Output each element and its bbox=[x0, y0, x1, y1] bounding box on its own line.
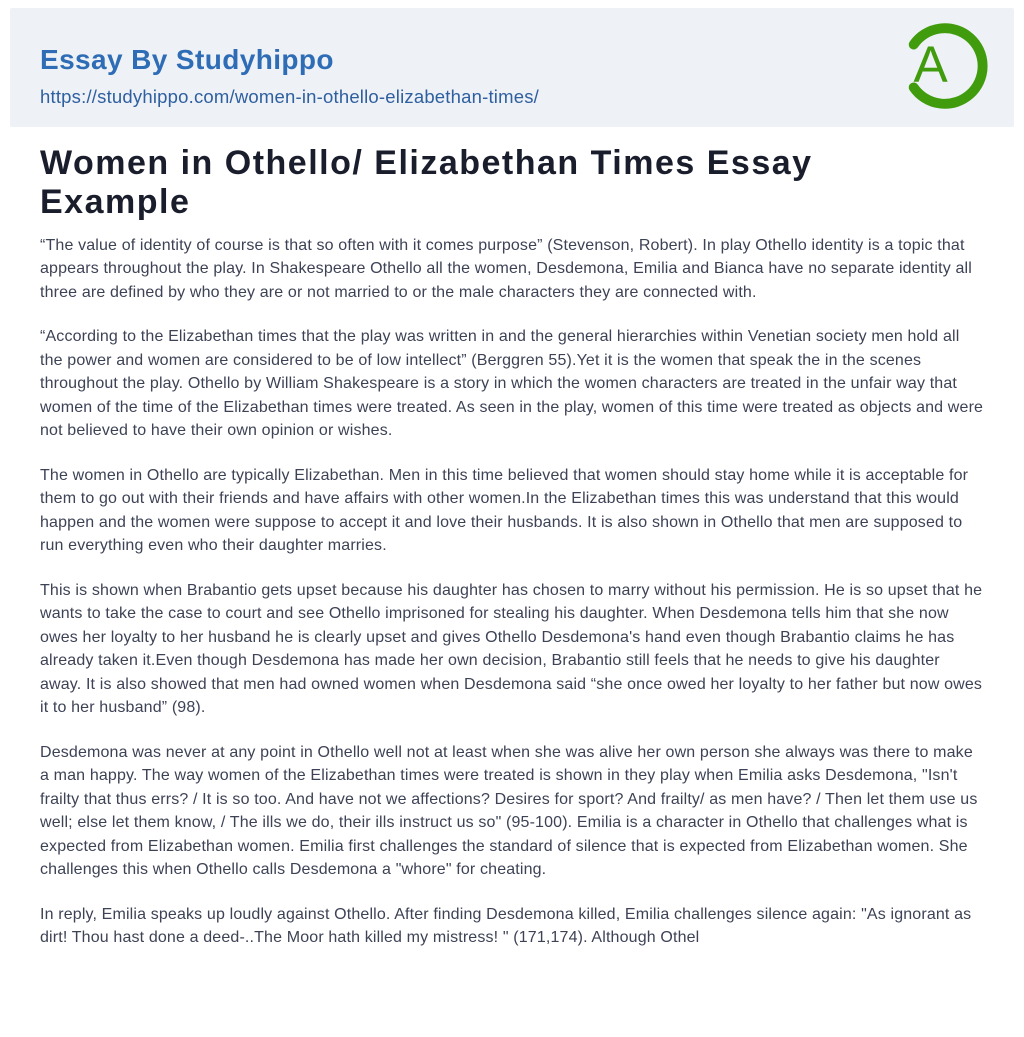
essay-paragraph-5: Desdemona was never at any point in Othello well not at least when she was alive her own person she always was there to make a man happy. The way women of the Elizabethan times were treated is shown in they play when Emilia asks Desdemona, "Isn't frailty that thus errs? / It is so too. And have not we affections? Desires for sport? And frailty/ as men have? / Then let them use us well; else let them know, / The ills we do, their ills instruct us so" (95-100). Emilia is a character in Othello that challenges what is expected from Elizabethan women. Emilia first challenges the standard of silence that is expected from Elizabethan women. She challenges this when Othello calls Desdemona a "whore" for cheating. bbox=[40, 743, 978, 878]
essay-paragraph-4: This is shown when Brabantio gets upset because his daughter has chosen to marry without his permission. He is so upset that he wants to take the case to court and see Othello imprisoned for stealing his daughter. When Desdemona tells him that she now owes her loyalty to her husband he is clearly upset and gives Othello Desdemona's hand even though Brabantio claims he has already taken it.Even though Desdemona has made her own decision, Brabantio still feels that he needs to give his daughter away. It is also showed that men had owned women when Desdemona said “she once owed her loyalty to her father but now owes it to her husband” (98). bbox=[40, 581, 983, 716]
essay-paragraph-6: In reply, Emilia speaks up loudly against Othello. After finding Desdemona killed, Emilia challenges silence again: "As ignorant as dirt! Thou hast done a deed-..The Moor hath killed my mistress! " (171,174). Although Othel bbox=[40, 905, 972, 946]
studyhippo-logo bbox=[900, 21, 990, 111]
source-url-link[interactable]: https://studyhippo.com/women-in-othello-elizabethan-times/ bbox=[40, 86, 540, 107]
essay-body bbox=[40, 234, 984, 950]
essay-title: Women in Othello/ Elizabethan Times Essay Example bbox=[40, 144, 813, 221]
logo-arc-icon bbox=[900, 21, 990, 111]
logo-letter: A bbox=[913, 36, 948, 94]
header-card bbox=[10, 8, 1014, 127]
essay-paragraph-3: The women in Othello are typically Elizabethan. Men in this time believed that women should stay home while it is acceptable for them to go out with their friends and have affairs with other women.In the Elizabethan times this was understand that this would happen and the women were suppose to accept it and love their husbands. It is also shown in Othello that men are supposed to run everything even who their daughter marries. bbox=[40, 466, 969, 554]
essay-paragraph-2: “According to the Elizabethan times that the play was written in and the general hierarchies within Venetian society men hold all the power and women are considered to be of low intellect” (Berggren 55).Yet it is the women that speak the in the scenes throughout the play. Othello by William Shakespeare is a story in which the women characters are treated in the unfair way that women of the time of the Elizabethan times were treated. As seen in the play, women of this time were treated as objects and were not believed to have their own opinion or wishes. bbox=[40, 328, 984, 439]
essay-paragraph-1: “The value of identity of course is that so often with it comes purpose” (Stevenson, Robert). In play Othello identity is a topic that appears throughout the play. In Shakespeare Othello all the women, Desdemona, Emilia and Bianca have no separate identity all three are defined by who they are or not married to or the male characters they are connected with. bbox=[40, 236, 972, 301]
essay-content bbox=[40, 144, 984, 971]
brand-link[interactable]: Essay By Studyhippo bbox=[40, 44, 334, 75]
